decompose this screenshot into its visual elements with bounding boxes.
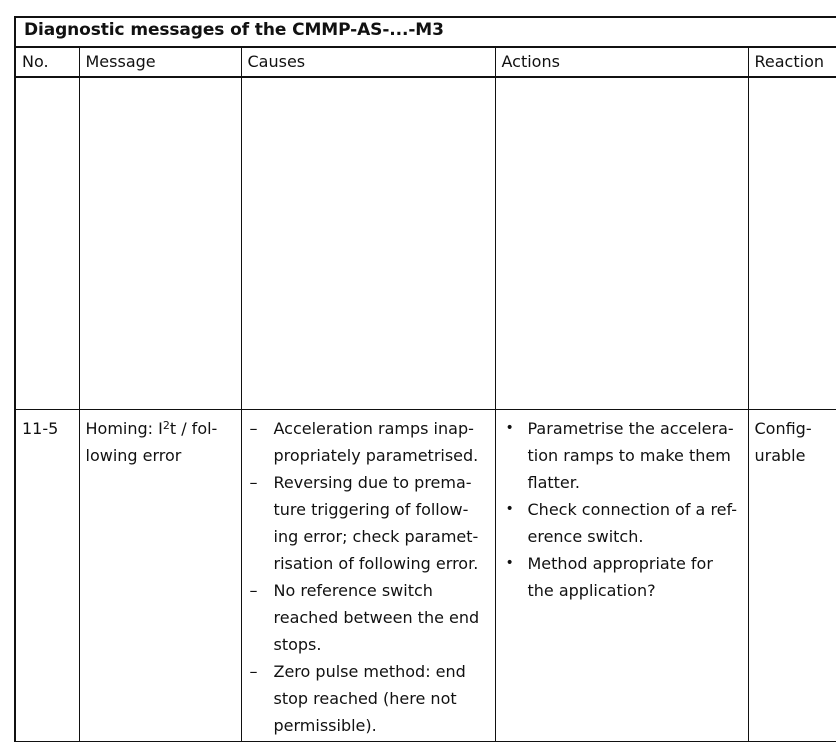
dash-marker: –: [249, 661, 258, 681]
cause-text: Zero pulse method: end stop reached (here not permissible).: [273, 661, 466, 735]
diagnostic-messages-table: [14, 46, 836, 742]
causes-list: [248, 415, 489, 739]
action-item: [502, 415, 742, 496]
action-text: Method appropriate for the application?: [527, 553, 713, 600]
cause-text: Reversing due to prema- ture triggering of follow- ing error; check paramet- risation of following error.: [273, 472, 479, 573]
bullet-marker: •: [505, 419, 514, 436]
action-text: Check connection of a ref- erence switch.: [527, 499, 738, 546]
header-row: [15, 47, 836, 77]
cell-reaction: [748, 409, 836, 741]
cell-actions: [495, 409, 748, 741]
table-title-bar: [14, 16, 836, 46]
header-message: Message: [79, 47, 241, 77]
bullet-marker: •: [505, 554, 514, 571]
header-gap-row: [15, 77, 836, 409]
action-text: Parametrise the accelera- tion ramps to make them flatter.: [527, 418, 734, 492]
action-item: [502, 496, 742, 550]
gap-cell: [495, 77, 748, 409]
header-no: No.: [15, 47, 79, 77]
action-item: [502, 550, 742, 604]
message-text-part1: Homing: I: [85, 418, 163, 438]
table-row: [15, 409, 836, 741]
cell-message: [79, 409, 241, 741]
gap-cell: [241, 77, 495, 409]
table-title: Diagnostic messages of the CMMP-AS-...-M3: [24, 20, 444, 40]
header-causes: Causes: [241, 47, 495, 77]
bullet-marker: •: [505, 500, 514, 517]
dash-marker: –: [249, 472, 258, 492]
gap-cell: [79, 77, 241, 409]
reaction-text: Config- urable: [754, 418, 812, 465]
cell-no: 11-5: [15, 409, 79, 741]
header-reaction: Reaction: [748, 47, 836, 77]
cause-item: [248, 469, 489, 577]
gap-cell: [748, 77, 836, 409]
message-superscript: 2: [162, 418, 170, 432]
dash-marker: –: [249, 580, 258, 600]
cause-text: Acceleration ramps inap- propriately parametrised.: [273, 418, 479, 465]
cell-causes: [241, 409, 495, 741]
cause-text: No reference switch reached between the end stops.: [273, 580, 480, 654]
cause-item: [248, 577, 489, 658]
cause-item: [248, 415, 489, 469]
cause-item: [248, 658, 489, 739]
header-actions: Actions: [495, 47, 748, 77]
message-text-part2: t / fol- lowing error: [85, 418, 218, 465]
actions-list: [502, 415, 742, 604]
dash-marker: –: [249, 418, 258, 438]
gap-cell: [15, 77, 79, 409]
